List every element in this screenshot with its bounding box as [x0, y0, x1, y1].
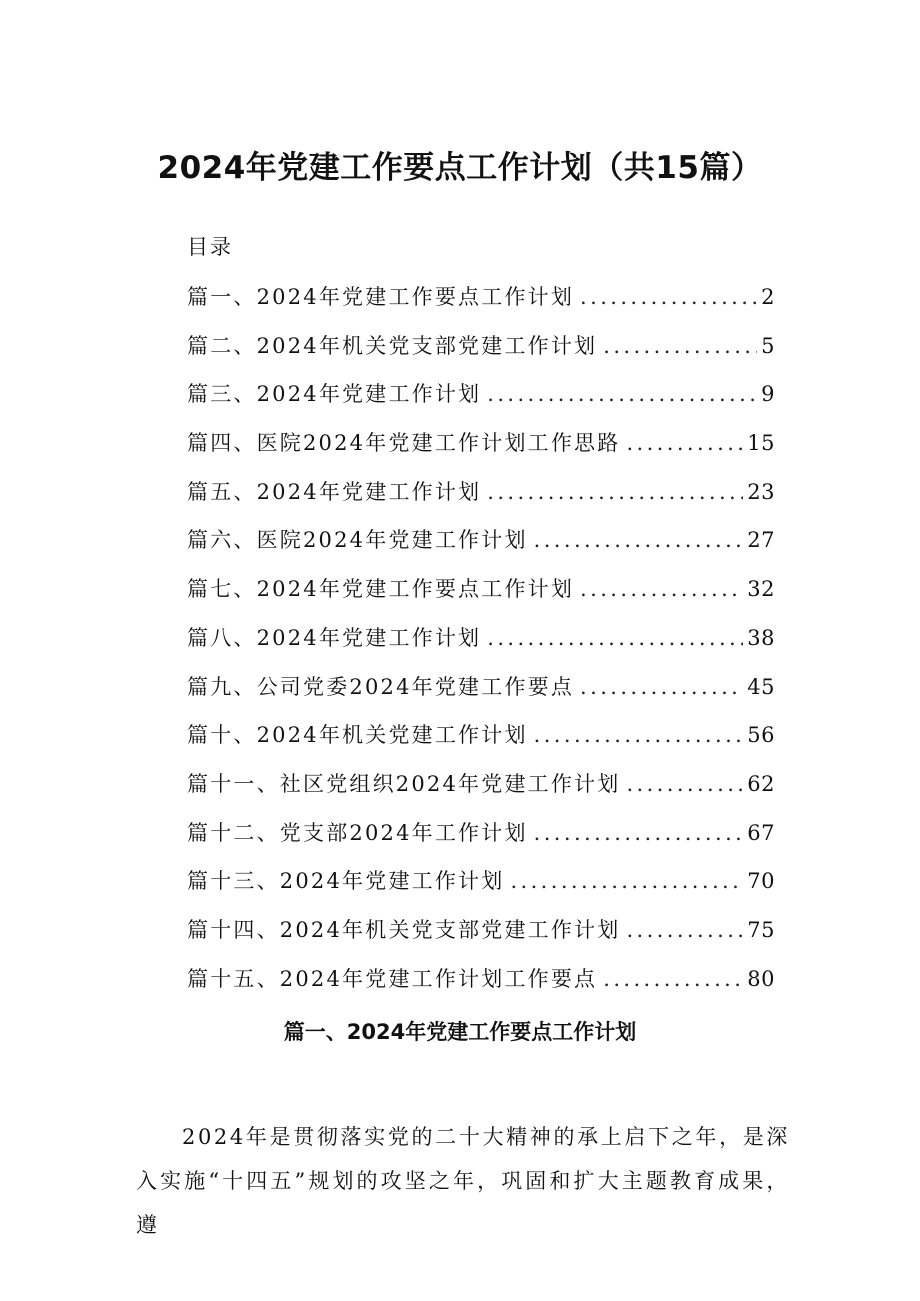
toc-entry-title: 篇七、2024年党建工作要点工作计划 [187, 577, 575, 602]
toc-entry-4[interactable] [187, 422, 775, 471]
toc-entry-title: 篇二、2024年机关党支部党建工作计划 [187, 333, 598, 358]
toc-entry-5[interactable] [187, 471, 775, 520]
toc-entry-6[interactable] [187, 519, 775, 568]
toc-entry-title: 篇三、2024年党建工作计划 [187, 382, 482, 407]
toc-entry-11[interactable] [187, 763, 775, 812]
toc-leader-dots [626, 763, 743, 805]
toc-entry-title: 篇八、2024年党建工作计划 [187, 625, 482, 650]
toc-entry-title: 篇十一、社区党组织2024年党建工作计划 [187, 771, 621, 796]
toc-entry-title: 篇四、医院2024年党建工作计划工作思路 [187, 431, 621, 456]
toc-page-number: 67 [747, 820, 775, 845]
toc-entry-12[interactable] [187, 812, 775, 861]
toc-leader-dots [626, 909, 743, 951]
toc-page-number: 5 [761, 333, 775, 358]
toc-entry-14[interactable] [187, 909, 775, 958]
toc-leader-dots [603, 325, 757, 367]
toc-page-number: 27 [747, 528, 775, 553]
section-title: 篇一、2024年党建工作要点工作计划 [283, 1020, 637, 1044]
toc-leader-dots [580, 666, 743, 708]
toc-entry-title: 篇十、2024年机关党建工作计划 [187, 723, 528, 748]
toc-page-number: 70 [747, 869, 775, 894]
toc-entry-10[interactable] [187, 714, 775, 763]
toc-entry-2[interactable] [187, 325, 775, 374]
toc-page-number: 62 [747, 771, 775, 796]
toc-page-number: 23 [747, 479, 775, 504]
toc-leader-dots [580, 568, 743, 610]
toc-leader-dots [510, 860, 743, 902]
toc-page-number: 45 [747, 674, 775, 699]
toc-leader-dots [534, 714, 744, 756]
toc-leader-dots [487, 471, 743, 513]
toc-page-number: 9 [761, 382, 775, 407]
toc-entry-title: 篇五、2024年党建工作计划 [187, 479, 482, 504]
toc-page-number: 56 [747, 723, 775, 748]
toc-entry-title: 篇十二、党支部2024年工作计划 [187, 820, 528, 845]
toc-leader-dots [487, 373, 757, 415]
body-paragraph: 2024年是贯彻落实党的二十大精神的承上启下之年，是深入实施“十四五”规划的攻坚之年，巩固和扩大主题教育成果，遵 [136, 1125, 790, 1237]
toc-leader-dots [487, 617, 743, 659]
toc-entry-9[interactable] [187, 666, 775, 715]
toc-page-number: 15 [747, 431, 775, 456]
toc-leader-dots [534, 519, 744, 561]
toc-entry-title: 篇九、公司党委2024年党建工作要点 [187, 674, 575, 699]
toc-entry-title: 篇六、医院2024年党建工作计划 [187, 528, 528, 553]
toc-page-number: 32 [747, 577, 775, 602]
toc-entry-title: 篇十五、2024年党建工作计划工作要点 [187, 966, 598, 991]
toc-leader-dots [603, 958, 743, 1000]
toc-entry-3[interactable] [187, 373, 775, 422]
toc-entry-8[interactable] [187, 617, 775, 666]
table-of-contents [187, 276, 775, 1006]
document-title: 2024年党建工作要点工作计划（共15篇） [157, 150, 763, 186]
toc-entry-title: 篇十四、2024年机关党支部党建工作计划 [187, 917, 621, 942]
toc-entry-13[interactable] [187, 860, 775, 909]
toc-entry-title: 篇十三、2024年党建工作计划 [187, 869, 505, 894]
toc-leader-dots [626, 422, 743, 464]
toc-leader-dots [534, 812, 744, 854]
toc-entry-1[interactable] [187, 276, 775, 325]
toc-heading: 目录 [187, 235, 233, 259]
toc-entry-7[interactable] [187, 568, 775, 617]
toc-page-number: 80 [747, 966, 775, 991]
toc-entry-title: 篇一、2024年党建工作要点工作计划 [187, 285, 575, 309]
toc-leader-dots [580, 276, 757, 318]
toc-page-number: 38 [747, 625, 775, 650]
toc-page-number: 2 [761, 285, 775, 309]
toc-page-number: 75 [747, 917, 775, 942]
toc-entry-15[interactable] [187, 958, 775, 1007]
